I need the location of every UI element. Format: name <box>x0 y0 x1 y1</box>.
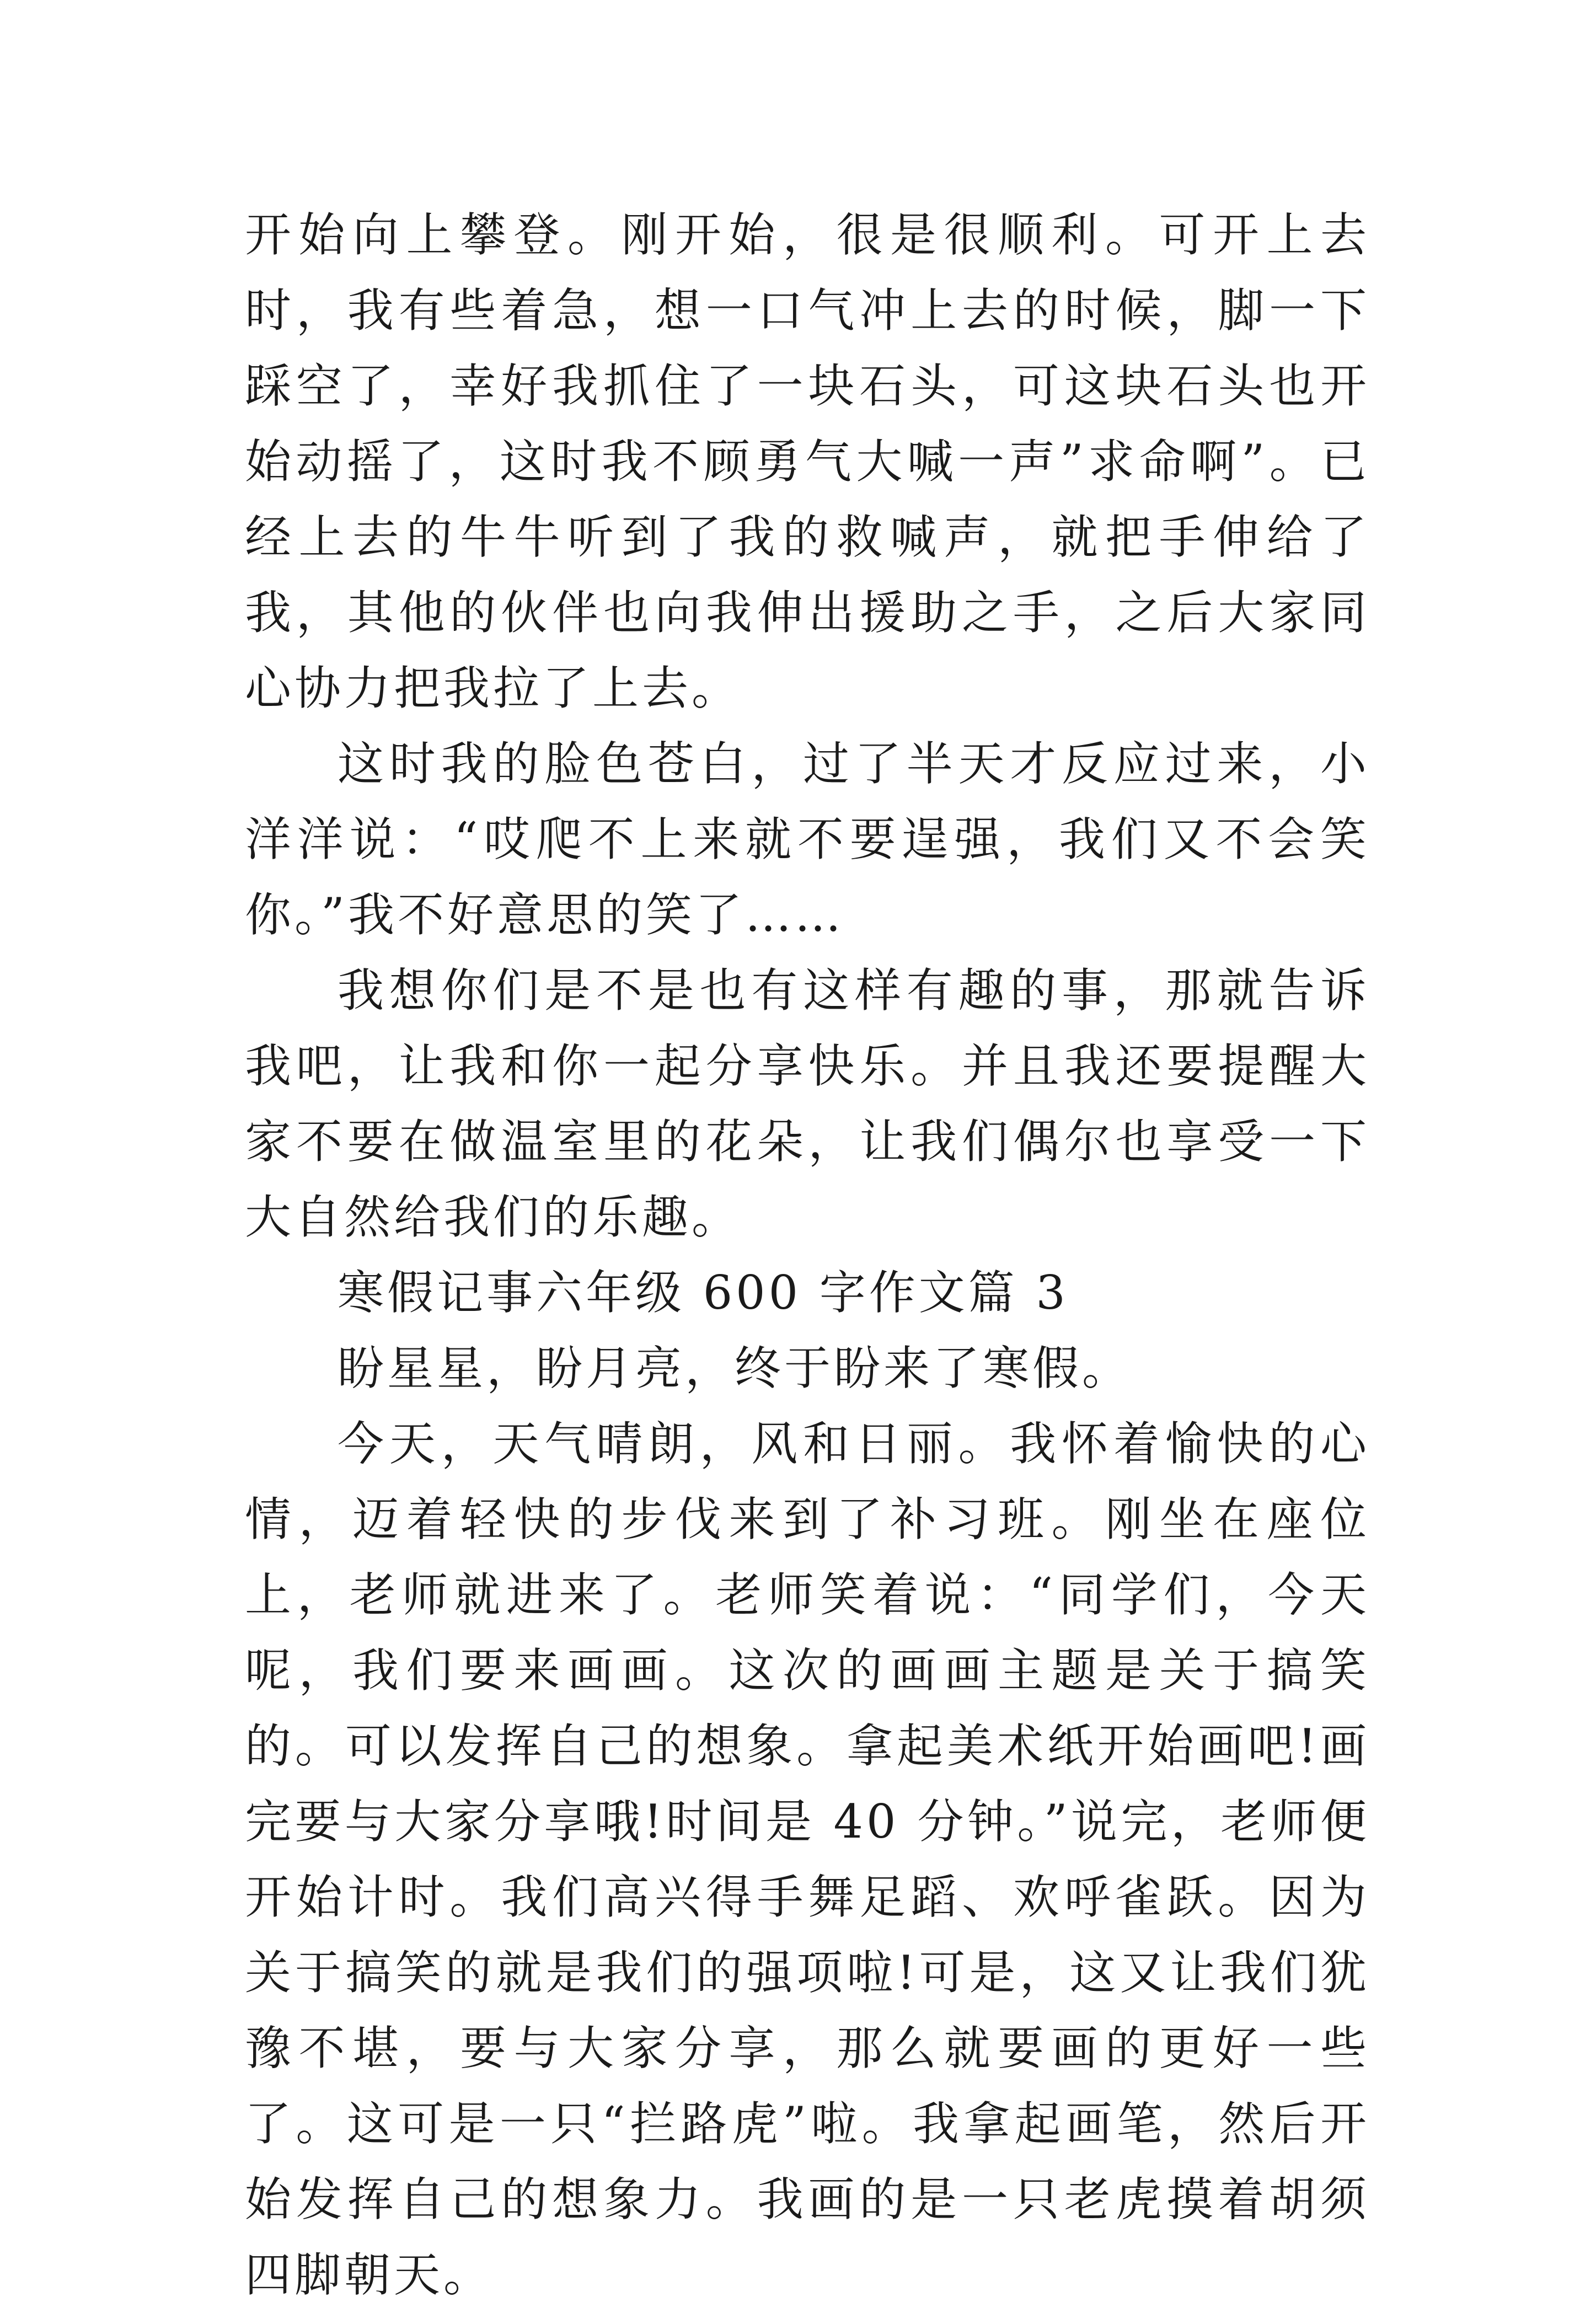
essay-body <box>245 197 1370 2313</box>
paragraph: 这时我的脸色苍白，过了半天才反应过来，小洋洋说：“哎爬不上来就不要逞强，我们又不会笑你。”我不好意思的笑了…… <box>245 737 1370 942</box>
paragraph: 我想你们是不是也有这样有趣的事，那就告诉我吧，让我和你一起分享快乐。并且我还要提醒大家不要在做温室里的花朵，让我们偶尔也享受一下大自然给我们的乐趣。 <box>245 963 1370 1244</box>
essay-heading: 寒假记事六年级 600 字作文篇 3 <box>338 1266 1069 1320</box>
paragraph: 今天，天气晴朗，风和日丽。我怀着愉快的心情，迈着轻快的步伐来到了补习班。刚坐在座位上，老师就进来了。老师笑着说：“同学们，今天呢，我们要来画画。这次的画画主题是关于搞笑的。可以发挥自己的想象。拿起美术纸开始画吧!画完要与大家分享哦!时间是 40 分钟。”说完，老师便开始计时。我们高兴得手舞足蹈、欢呼雀跃。因为关于搞笑的就是我们的强项啦!可是，这又让我们犹豫不堪，要与大家分享，那么就要画的更好一些了。这可是一只“拦路虎”啦。我拿起画笔，然后开始发挥自己的想象力。我画的是一只老虎摸着胡须四脚朝天。 <box>245 1417 1370 2302</box>
paragraph: 盼星星，盼月亮，终于盼来了寒假。 <box>338 1341 1132 1395</box>
paragraph-continuation: 开始向上攀登。刚开始，很是很顺利。可开上去时，我有些着急，想一口气冲上去的时候，脚一下踩空了，幸好我抓住了一块石头，可这块石头也开始动摇了，这时我不顾勇气大喊一声”求命啊”。已经上去的牛牛听到了我的救喊声，就把手伸给了我，其他的伙伴也向我伸出援助之手，之后大家同心协力把我拉了上去。 <box>245 208 1370 715</box>
